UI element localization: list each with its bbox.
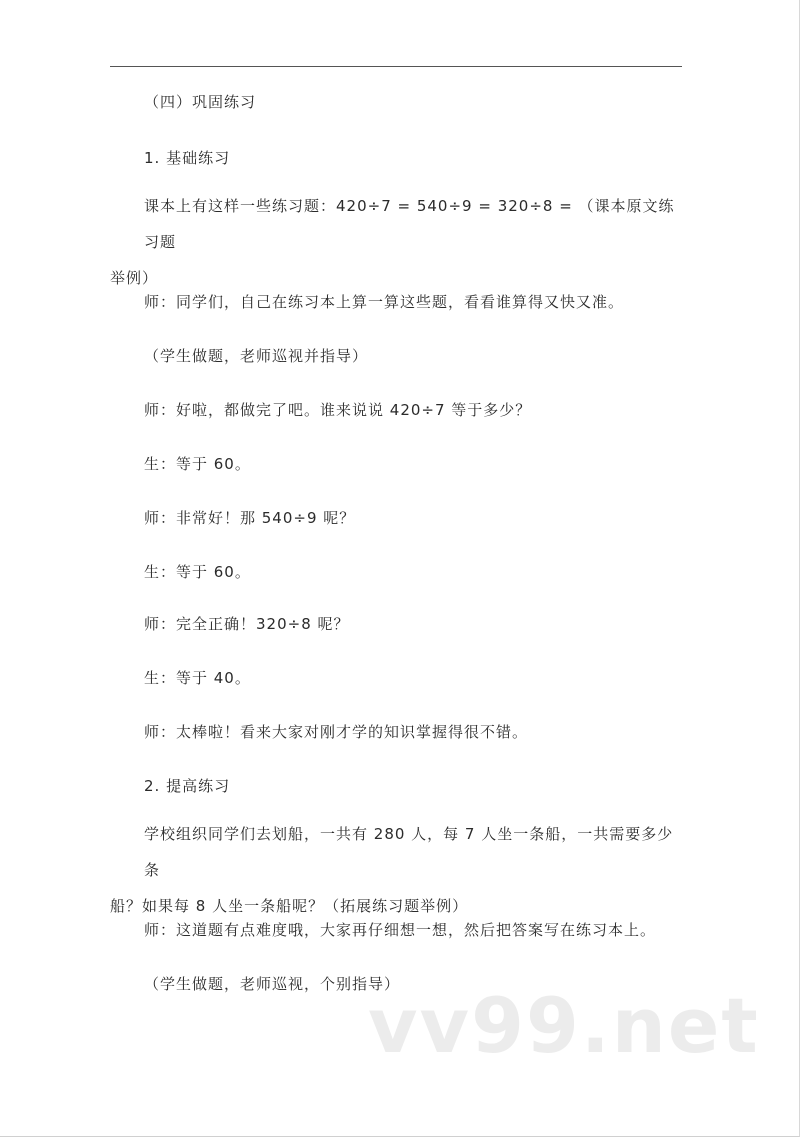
basic-practice-intro-line2: 举例） [110, 269, 159, 287]
teacher-line-6: 师：这道题有点难度哦，大家再仔细想一想，然后把答案写在练习本上。 [144, 921, 657, 939]
student-line-2: 生：等于 60。 [144, 563, 251, 581]
teacher-line-3: 师：非常好！那 540÷9 呢？ [144, 509, 356, 527]
teacher-line-4: 师：完全正确！320÷8 呢？ [144, 615, 350, 633]
advanced-practice-intro-line2: 船？如果每 8 人坐一条船呢？（拓展练习题举例） [110, 897, 469, 915]
stage-note-2: （学生做题，老师巡视，个别指导） [144, 975, 401, 993]
section-heading-consolidation: （四）巩固练习 [144, 93, 257, 111]
heading-advanced-practice: 2. 提高练习 [144, 777, 231, 795]
teacher-line-5: 师：太棒啦！看来大家对刚才学的知识掌握得很不错。 [144, 723, 529, 741]
stage-note-1: （学生做题，老师巡视并指导） [144, 347, 369, 365]
advanced-practice-intro-line1: 学校组织同学们去划船，一共有 280 人，每 7 人坐一条船，一共需要多少条 [144, 825, 674, 879]
header-rule [110, 66, 682, 67]
student-line-3: 生：等于 40。 [144, 669, 251, 687]
teacher-line-1: 师：同学们，自己在练习本上算一算这些题，看看谁算得又快又准。 [144, 293, 625, 311]
basic-practice-intro [110, 188, 682, 296]
watermark: vv99.net [368, 981, 760, 1070]
advanced-practice-intro [110, 816, 682, 924]
heading-basic-practice: 1. 基础练习 [144, 149, 231, 167]
teacher-line-2: 师：好啦，都做完了吧。谁来说说 420÷7 等于多少？ [144, 401, 532, 419]
basic-practice-intro-line1: 课本上有这样一些练习题：420÷7 = 540÷9 = 320÷8 = （课本原文练习题 [144, 197, 675, 251]
student-line-1: 生：等于 60。 [144, 455, 251, 473]
